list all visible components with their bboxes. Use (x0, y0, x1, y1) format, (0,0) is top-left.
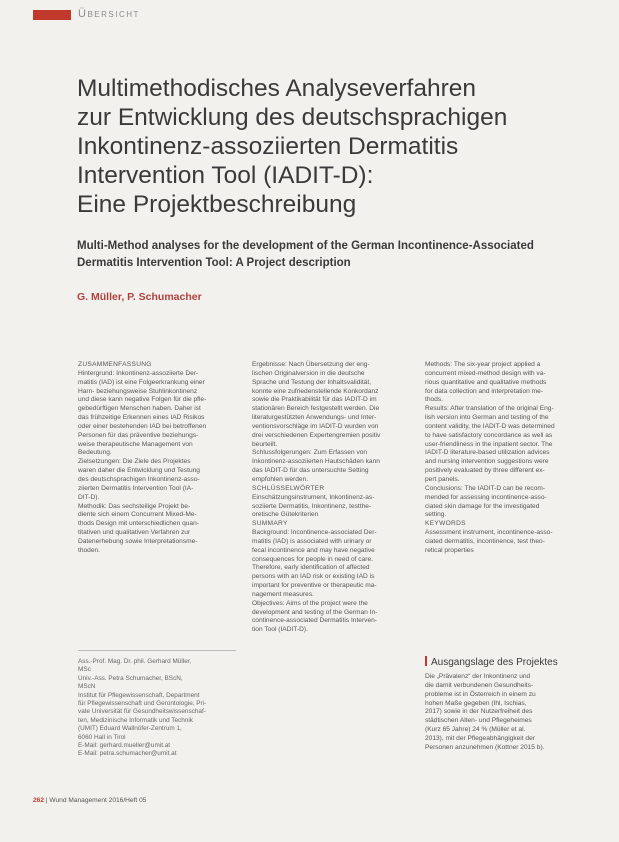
abstract-line: Objectives: Aims of the project were the (252, 599, 368, 607)
authors: G. Müller, P. Schumacher (77, 291, 202, 303)
affiliation-line: Institut für Pflegewissenschaft, Department (78, 691, 200, 699)
section-body-ausgangslage (425, 673, 593, 753)
abstract-line: rious quantitative and qualitative methods (425, 378, 547, 386)
affiliation-line: ten, Medizinische Informatik und Technik (78, 716, 193, 724)
title-line: Eine Projektbeschreibung (77, 191, 357, 218)
abstract-line: Personen für das präventive beziehungs- (78, 431, 199, 439)
abstract-line: ciated skin damage for the investigated (425, 502, 540, 510)
abstract-line: konnte eine zufriedenstellende Konkordanz (252, 387, 379, 395)
abstract-line: Assessment instrument, incontinence-asso- (425, 529, 553, 537)
abstract-line: soziierte Dermatitis, Inkontinenz, testthe- (252, 502, 372, 510)
affiliation-line: (UMIT) Eduard Wallnöfer-Zentrum 1, (78, 725, 182, 733)
body-line: die damit verbundenen Gesundheits- (425, 681, 534, 689)
section-heading-ausgangslage (425, 656, 558, 668)
abstract-line: DIT-D). (78, 493, 100, 501)
title-line: Multimethodisches Analyseverfahren (77, 75, 477, 102)
affiliation-line: E-Mail: petra.schumacher@umit.at (78, 750, 177, 758)
abstract-line: Ergebnisse: Nach Übersetzung der eng- (252, 361, 370, 368)
page-number: 262 (33, 797, 45, 804)
abstract-line: Inkontinenz-assoziierten Hautschäden kann (252, 458, 380, 466)
abstract-line: nagement measures. (252, 590, 314, 598)
page-footer (33, 797, 146, 804)
abstract-line: development and testing of the German In- (252, 608, 378, 616)
title-line: Inkontinenz-assoziierten Dermatitis (77, 133, 459, 160)
heading-accent-bar (425, 656, 427, 666)
abstract-line: Background: Incontinence-associated Der- (252, 529, 377, 537)
abstract-line: Sprache und Testung der Inhaltsvalidität, (252, 378, 372, 386)
abstract-column-middle (252, 361, 412, 635)
abstract-line: Methodik: Das sechsteilige Projekt be- (78, 502, 191, 510)
abstract-line: Hintergrund: Inkontinenz-assoziierte Der- (78, 369, 199, 377)
abstract-line: literaturgestützten Anwendungs- und Inter- (252, 414, 377, 422)
abstract-line: Einschätzungsinstrument, Inkontinenz-as- (252, 493, 375, 501)
title-line: zur Entwicklung des deutschsprachigen (77, 104, 508, 131)
body-line: (Kurz 65 Jahre) 24 % (Müller et al. (425, 726, 526, 734)
abstract-line: consequences for people in need of care. (252, 555, 373, 563)
abstract-line: lish version into German and testing of the (425, 414, 549, 422)
footer-separator: | (45, 797, 50, 804)
body-line: Personen anzunehmen (Kottner 2015 b). (425, 743, 545, 751)
author-affiliation (78, 658, 238, 759)
abstract-line: content validity, the IADIT-D was determined (425, 422, 555, 430)
abstract-line: drei verschiedenen Expertengremien positiv (252, 431, 381, 439)
abstract-line: for data collection and interpretation me- (425, 387, 544, 395)
abstract-line: Schlussfolgerungen: Zum Erfassen von (252, 449, 368, 457)
abstract-line: Bedeutung. (78, 449, 112, 457)
abstract-line: empfohlen werden. (252, 475, 309, 483)
section-label: Übersicht (78, 8, 140, 20)
abstract-line: matitis (IAD) is associated with urinary or (252, 537, 372, 545)
abstract-line: Conclusions: The IADIT-D can be recom- (425, 484, 546, 492)
english-subtitle (77, 238, 577, 272)
body-line: 2017) sowie in der Nutzerfreiheit des (425, 708, 533, 716)
abstract-line: und diese kann negative Folgen für die pfle- (78, 396, 207, 404)
abstract-line: das IADIT-D für das untersuchte Setting (252, 467, 369, 475)
abstract-column-german (78, 361, 236, 556)
abstract-line: thods Design mit unterschiedlichen quan- (78, 520, 199, 528)
journal-name: Wund Management 2016/Heft 05 (49, 797, 147, 804)
affiliation-line: für Pflegewissenschaft und Gerontologie, Pri- (78, 700, 207, 708)
abstract-line: das frühzeitige Erkennen eines IAD Risikos (78, 414, 205, 422)
abstract-line: KEYWORDS (425, 520, 466, 528)
abstract-line: sowie die Praktikabilität für das IADIT-D im (252, 396, 377, 404)
abstract-line: retical properties (425, 546, 474, 554)
body-line: 2013), mit der Pflegeabhängigkeit der (425, 734, 535, 742)
abstract-line: to have satisfactory concordance as well as (425, 431, 553, 439)
abstract-line: positively evaluated by three different ex- (425, 467, 545, 475)
abstract-line: and nursing intervention suggestions were (425, 458, 549, 466)
abstract-line: SCHLÜSSELWÖRTER (252, 484, 325, 492)
abstract-line: continence-associated Dermatitis Interven- (252, 617, 377, 625)
abstract-line: Datenerhebung sowie Interpretationsme- (78, 537, 198, 545)
body-line: hohen Maße gegeben (Ihl, Ischias, (425, 699, 527, 707)
affiliation-line: Ass.-Prof. Mag. Dr. phil. Gerhard Müller, (78, 658, 192, 665)
abstract-line: concurrent mixed-method design with va- (425, 369, 546, 377)
abstract-line: ziierten Dermatitis Intervention Tool (IA- (78, 484, 194, 492)
abstract-line: ventionsvorschläge im IADIT-D wurden von (252, 422, 379, 430)
abstract-line: pert panels. (425, 475, 460, 483)
abstract-line: weise therapeutische Management von (78, 440, 193, 448)
abstract-line: persons with an IAD risk or existing IAD is (252, 573, 375, 581)
abstract-line: oder einer bestehenden IAD bei betroffenen (78, 422, 207, 430)
abstract-line: Therefore, early identification of affected (252, 564, 370, 572)
affiliation-line: MScN (78, 683, 96, 691)
abstract-line: fecal incontinence and may have negative (252, 546, 375, 554)
abstract-line: user-friendliness in the inpatient sector. The (425, 440, 553, 448)
title-line: Intervention Tool (IADIT-D): (77, 162, 374, 189)
abstract-line: matitis (IAD) ist eine Folgeerkrankung einer (78, 378, 205, 386)
abstract-line: ciated dermatitis, incontinence, test theo- (425, 537, 545, 545)
abstract-line: ZUSAMMENFASSUNG (78, 361, 152, 368)
abstract-line: waren daher die Entwicklung und Testung (78, 467, 200, 475)
abstract-line: mended for assessing incontinence-asso- (425, 493, 547, 501)
affiliation-line: MSc (78, 666, 91, 674)
body-line: Die „Prävalenz“ der Inkontinenz und (425, 673, 531, 680)
divider (78, 650, 236, 651)
section-color-bar (33, 10, 71, 20)
abstract-line: stationären Bereich festgestellt werden. Die (252, 405, 380, 413)
abstract-line: oretische Gütekriterien (252, 511, 319, 519)
affiliation-line: 6060 Hall in Tirol (78, 733, 126, 741)
subtitle-line: Multi-Method analyses for the development of the German Incontinence-Associated (77, 240, 534, 252)
affiliation-line: E-Mail: gerhard.mueller@umit.at (78, 742, 171, 750)
affiliation-line: Univ.-Ass. Petra Schumacher, BScN, (78, 674, 183, 682)
abstract-line: Harn- beziehungsweise Stuhlinkontinenz (78, 387, 198, 395)
abstract-line: tion Tool (IADIT-D). (252, 626, 308, 634)
affiliation-line: vate Universität für Gesundheitswissenschaf- (78, 708, 206, 716)
abstract-line: Results: After translation of the original Eng- (425, 405, 554, 413)
article-title (77, 74, 597, 219)
heading-text: Ausgangslage des Projektes (431, 657, 558, 668)
abstract-line: thoden. (78, 546, 100, 554)
abstract-line: beurteilt. (252, 440, 278, 448)
abstract-line: important for preventive or therapeutic ma- (252, 582, 377, 590)
abstract-line: lischen Originalversion in die deutsche (252, 369, 365, 377)
abstract-line: setting. (425, 511, 447, 519)
abstract-line: gebedürftigen Menschen haben. Daher ist (78, 405, 201, 413)
abstract-line: des deutschsprachigen Inkontinenz-asso- (78, 475, 200, 483)
abstract-line: Methods: The six-year project applied a (425, 361, 541, 368)
abstract-line: SUMMARY (252, 520, 288, 528)
subtitle-line: Dermatitis Intervention Tool: A Project description (77, 257, 351, 269)
abstract-line: titativen und qualitativen Verfahren zur (78, 529, 191, 537)
body-line: städtischen Alten- und Pflegeheimes (425, 717, 532, 725)
body-line: probleme ist in Österreich in einem zu (425, 690, 536, 698)
abstract-line: diente sich einem Concurrent Mixed-Me- (78, 511, 197, 519)
abstract-line: thods. (425, 396, 443, 404)
abstract-line: Zielsetzungen: Die Ziele des Projektes (78, 458, 191, 466)
abstract-column-english (425, 361, 593, 556)
abstract-line: IADIT-D literature-based utilization advices (425, 449, 550, 457)
